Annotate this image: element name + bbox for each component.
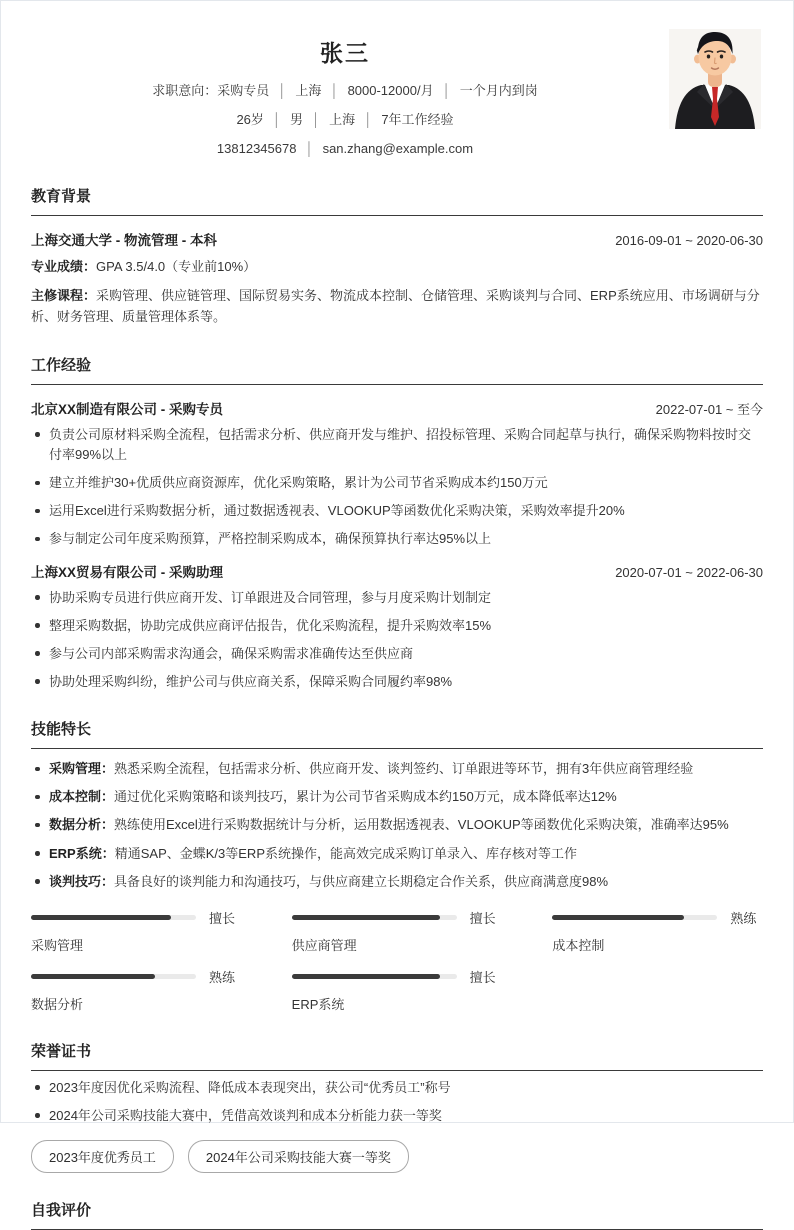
skill-bars-grid [31, 908, 763, 1026]
separator: │ [364, 112, 373, 128]
self-evaluation-title: 自我评价 [31, 1199, 763, 1230]
section-self-evaluation [31, 1199, 763, 1230]
job-company-position: 上海XX贸易有限公司 - 采购助理 [31, 564, 224, 580]
separator: │ [442, 83, 451, 98]
courses-label: 主修课程： [31, 288, 97, 304]
profile-photo [669, 29, 761, 129]
separator: │ [272, 112, 282, 128]
skill-bar-cell [292, 967, 503, 1013]
job-item-head [31, 398, 763, 418]
location: 上海 [329, 112, 356, 128]
job-date-range: 2022-07-01 ~ 至今 [655, 401, 763, 417]
experience-title: 工作经验 [31, 354, 763, 385]
job-date-range: 2020-07-01 ~ 2022-06-30 [615, 564, 763, 580]
candidate-name: 张三 [320, 40, 370, 66]
skill-label: 采购管理： [49, 761, 115, 777]
skill-label: 成本控制： [49, 789, 115, 805]
job-bullet: 参与公司内部采购需求沟通会，确保采购需求准确传达至供应商 [31, 644, 763, 664]
intent-salary: 8000-12000/月 [347, 83, 434, 98]
skill-bullet [31, 787, 763, 807]
separator: │ [312, 112, 321, 128]
intent-availability: 一个月内到岗 [459, 83, 538, 98]
job-bullet: 参与制定公司年度采购预算，严格控制采购成本，确保预算执行率达95%以上 [31, 529, 763, 549]
job-bullet: 整理采购数据，协助完成供应商评估报告，优化采购流程，提升采购效率15% [31, 616, 763, 636]
job-bullet-list [31, 425, 763, 550]
skill-label: 数据分析： [49, 817, 115, 833]
skill-text: 通过优化采购策略和谈判技巧，累计为公司节省采购成本约150万元，成本降低率达12% [114, 789, 617, 805]
skill-bar-cell [31, 967, 242, 1013]
skill-bar-track [292, 915, 457, 920]
skill-bar-track [552, 915, 717, 920]
skill-level-label: 熟练 [209, 969, 236, 985]
job-bullet: 协助采购专员进行供应商开发、订单跟进及合同管理，参与月度采购计划制定 [31, 588, 763, 608]
courses-row [31, 286, 763, 328]
job-item-head [31, 561, 763, 581]
basic-info-line [31, 110, 659, 130]
skill-bar-cell [552, 908, 763, 954]
section-experience [31, 354, 763, 692]
skill-text: 精通SAP、金蝶K/3等ERP系统操作，能高效完成采购订单录入、库存核对等工作 [114, 845, 577, 861]
skill-bullet [31, 759, 763, 779]
experience-years: 7年工作经验 [381, 112, 454, 128]
job-bullet: 运用Excel进行采购数据分析，通过数据透视表、VLOOKUP等函数优化采购决策，采购效率提升20% [31, 501, 763, 521]
skill-text: 熟练使用Excel进行采购数据统计与分析，运用数据透视表、VLOOKUP等函数优化采购决策，准确率达95% [114, 817, 729, 833]
skill-text: 具备良好的谈判能力和沟通技巧，与供应商建立长期稳定合作关系，供应商满意度98% [114, 873, 609, 889]
email-address: san.zhang@example.com [322, 141, 474, 157]
honors-bullet-list [31, 1078, 763, 1126]
education-date-range: 2016-09-01 ~ 2020-06-30 [615, 233, 763, 249]
skill-bar-name: 采购管理 [31, 937, 84, 953]
education-item-head [31, 229, 763, 249]
gpa-value: GPA 3.5/4.0（专业前10%） [96, 259, 257, 275]
separator: │ [305, 141, 314, 157]
gpa-label: 专业成绩： [31, 259, 97, 275]
skill-bar-fill [552, 915, 684, 920]
skill-text: 熟悉采购全流程，包括需求分析、供应商开发、谈判签约、订单跟进等环节，拥有3年供应商管理经验 [114, 761, 694, 777]
job-bullet: 建立并维护30+优质供应商资源库，优化采购策略，累计为公司节省采购成本约150万元 [31, 473, 763, 493]
skill-bullet [31, 872, 763, 892]
skill-bar-fill [31, 915, 171, 920]
skill-bar-fill [31, 974, 155, 979]
resume-header [31, 25, 763, 159]
school-degree: 上海交通大学 - 物流管理 - 本科 [31, 233, 217, 249]
skills-bullet-list [31, 759, 763, 892]
skill-bar-track [31, 974, 196, 979]
job-company-position: 北京XX制造有限公司 - 采购专员 [31, 401, 224, 417]
job-intent-label: 求职意向： [152, 83, 218, 98]
skill-level-label: 擅长 [469, 910, 496, 926]
job-bullet: 协助处理采购纠纷，维护公司与供应商关系，保障采购合同履约率98% [31, 672, 763, 692]
job-bullet-list [31, 588, 763, 693]
avatar-illustration [669, 29, 761, 129]
education-title: 教育背景 [31, 185, 763, 216]
skill-bar-track [31, 915, 196, 920]
skill-bar-name: 数据分析 [31, 996, 84, 1012]
skill-bar-name: 成本控制 [552, 937, 605, 953]
skill-bullet [31, 844, 763, 864]
skill-bar-name: ERP系统 [291, 996, 345, 1012]
section-education [31, 185, 763, 327]
honor-tags [31, 1140, 763, 1173]
honor-tag: 2023年度优秀员工 [31, 1140, 174, 1173]
separator: │ [278, 83, 287, 98]
honor-tag: 2024年公司采购技能大赛一等奖 [188, 1140, 409, 1173]
intent-position: 采购专员 [217, 83, 270, 98]
skill-bar-cell [31, 908, 242, 954]
skill-bar-cell [292, 908, 503, 954]
skill-bar-track [292, 974, 457, 979]
header-text-block [31, 25, 659, 159]
section-honors [31, 1040, 763, 1173]
skill-level-label: 熟练 [730, 910, 757, 926]
contact-line [31, 139, 659, 159]
gpa-row [31, 257, 763, 278]
skill-bullet [31, 815, 763, 835]
honor-bullet: 2023年度因优化采购流程、降低成本表现突出，获公司“优秀员工”称号 [31, 1078, 763, 1098]
gender: 男 [290, 112, 304, 128]
skill-bar-fill [292, 974, 441, 979]
skill-level-label: 擅长 [469, 969, 496, 985]
phone-number: 13812345678 [216, 141, 297, 157]
skill-bar-name: 供应商管理 [291, 937, 357, 953]
honors-title: 荣誉证书 [31, 1040, 763, 1071]
skill-bar-fill [292, 915, 441, 920]
separator: │ [330, 83, 339, 98]
intent-city: 上海 [295, 83, 322, 98]
job-bullet: 负责公司原材料采购全流程，包括需求分析、供应商开发与维护、招投标管理、采购合同起草与执行，确保采购物料按时交付率99%以上 [31, 425, 763, 465]
age: 26岁 [236, 112, 264, 128]
skill-label: ERP系统： [49, 845, 115, 861]
job-intent-line [31, 81, 659, 101]
skills-title: 技能特长 [31, 718, 763, 749]
section-skills [31, 718, 763, 1026]
honor-bullet: 2024年公司采购技能大赛中，凭借高效谈判和成本分析能力获一等奖 [31, 1106, 763, 1126]
courses-value: 采购管理、供应链管理、国际贸易实务、物流成本控制、仓储管理、采购谈判与合同、ERP系统应用、市场调研与分析、财务管理、质量管理体系等。 [31, 288, 760, 325]
skill-label: 谈判技巧： [49, 873, 115, 889]
skill-level-label: 擅长 [209, 910, 236, 926]
